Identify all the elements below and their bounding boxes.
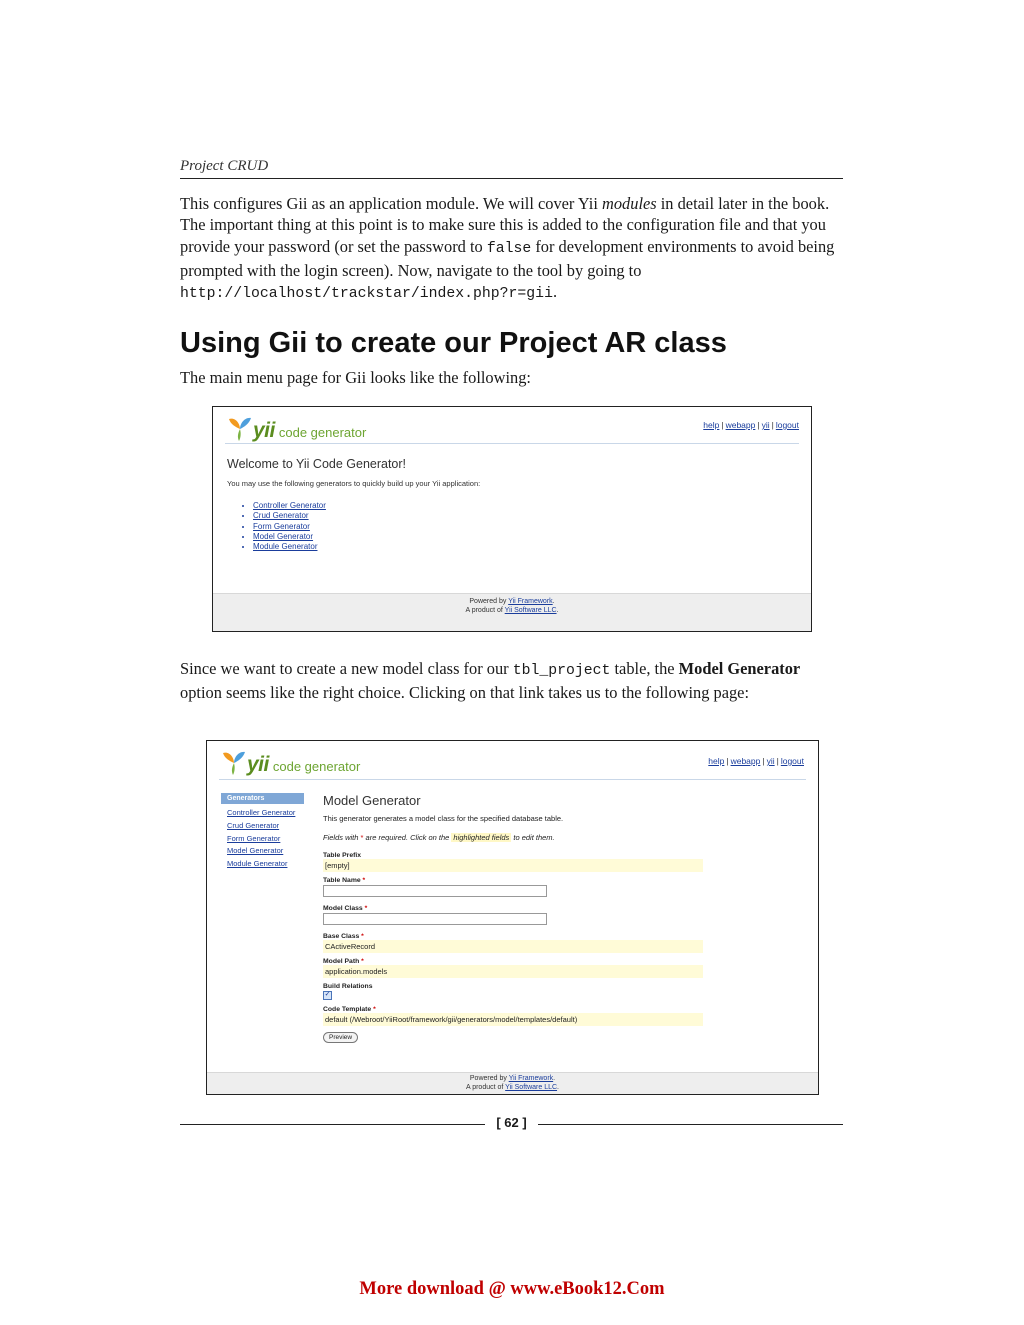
footer: Powered by Yii Framework. A product of Yii Software LLC.	[207, 1072, 818, 1094]
paragraph-intro	[180, 193, 840, 305]
link-logout[interactable]: logout	[775, 420, 799, 430]
field-table-prefix[interactable]: [empty]	[323, 859, 703, 872]
para3-text-b: table, the	[610, 659, 679, 678]
sidebar-item-controller-generator[interactable]: Controller Generator	[227, 808, 296, 817]
header-divider	[225, 443, 799, 444]
note-text-a: Fields with	[323, 833, 361, 842]
link-help[interactable]: help	[708, 756, 725, 766]
footer-yii-software-link[interactable]: Yii Software LLC	[505, 1084, 558, 1091]
generator-list	[239, 501, 326, 552]
link-crud-generator[interactable]: • Crud Generator	[253, 511, 326, 521]
sidebar-item-module-generator[interactable]: Module Generator	[227, 859, 288, 869]
running-head: Project CRUD	[180, 158, 269, 174]
logo-yii-text: yii	[247, 753, 269, 776]
link-module-generator[interactable]: • Module Generator	[253, 542, 326, 552]
page-number-footer	[180, 1115, 843, 1135]
footer-product: A product of	[465, 1084, 506, 1091]
label-base-class	[323, 933, 703, 940]
footer-yii-framework-link[interactable]: Yii Framework	[508, 1075, 554, 1082]
required-mark: *	[373, 1006, 376, 1013]
note-text-c: to edit them.	[511, 833, 555, 842]
page-number: [ 62 ]	[496, 1115, 527, 1130]
input-table-name[interactable]	[323, 885, 547, 897]
para1-text-b: in detail later in the book. The important thing at this point is to make sure this is added to the configuration file and that you provide your password (or set the password to	[180, 194, 830, 256]
top-links: help | webapp | yii | logout	[708, 756, 804, 766]
footer-powered: Powered by	[469, 598, 509, 605]
label-table-prefix: Table Prefix	[323, 852, 362, 859]
note-text-b: are required. Click on the	[363, 833, 452, 842]
link-webapp[interactable]: webapp	[730, 756, 761, 766]
screenshot-model-generator	[206, 740, 819, 1095]
footer: Powered by Yii Framework. A product of Yii Software LLC.	[213, 593, 811, 631]
para1-text-a: This configures Gii as an application module. We will cover Yii	[180, 194, 603, 213]
welcome-title: Welcome to Yii Code Generator!	[227, 457, 407, 471]
footer-powered: Powered by	[469, 1075, 509, 1082]
required-mark: *	[362, 877, 366, 884]
link-yii[interactable]: yii	[761, 420, 770, 430]
header-divider	[219, 779, 806, 780]
checkbox-build-relations[interactable]: ✓	[324, 991, 331, 998]
required-mark: *	[361, 933, 364, 940]
sidebar-item-form-generator[interactable]: Form Generator	[227, 833, 281, 843]
label-code-template-text: Code Template	[323, 1006, 372, 1013]
label-model-path	[323, 958, 703, 965]
para3-bold: Model Generator	[678, 659, 801, 678]
page-title: Model Generator	[323, 793, 421, 808]
sidebar-item-model-generator[interactable]: Model Generator	[227, 846, 284, 856]
label-model-path-text: Model Path	[323, 958, 360, 965]
para3-code: tbl_project	[512, 663, 611, 679]
link-form-generator[interactable]: • Form Generator	[253, 522, 326, 532]
label-table-name-text: Table Name	[323, 877, 361, 884]
paragraph-menu-intro: The main menu page for Gii looks like the following:	[180, 368, 531, 387]
top-links: help | webapp | yii | logout	[703, 420, 799, 430]
section-heading: Using Gii to create our Project AR class	[180, 327, 727, 359]
page-number-rule-right	[538, 1124, 843, 1125]
note-highlighted: highlighted fields	[453, 833, 510, 842]
link-webapp[interactable]: webapp	[725, 420, 756, 430]
yii-logo[interactable]	[221, 749, 360, 775]
sidebar-title: Generators	[221, 793, 304, 804]
para1-code-false: false	[486, 240, 532, 257]
para3-text-a: Since we want to create a new model class for our	[180, 659, 513, 678]
label-base-class-text: Base Class	[323, 933, 360, 940]
paragraph-model-generator	[180, 658, 840, 704]
input-model-class[interactable]	[323, 913, 547, 925]
para1-emphasis: modules	[602, 194, 657, 213]
preview-button[interactable]: Preview	[323, 1032, 358, 1043]
logo-code-generator-text: code generator	[272, 759, 361, 775]
footer-yii-framework-link[interactable]: Yii Framework	[508, 598, 553, 605]
logo-yii-text: yii	[253, 419, 275, 442]
link-model-generator[interactable]: • Model Generator	[253, 532, 326, 542]
note-required-mark: *	[360, 833, 364, 842]
label-table-name	[323, 877, 703, 884]
welcome-intro: You may use the following generators to quickly build up your Yii application:	[227, 479, 481, 488]
para1-text-c: for development environments to avoid being prompted with the login screen). Now, navigate to the tool by going to	[180, 236, 835, 280]
para1-text-d: .	[552, 282, 558, 302]
generators-sidebar	[221, 793, 304, 871]
label-code-template	[323, 1006, 703, 1013]
required-note	[323, 833, 703, 842]
sidebar-list	[221, 807, 304, 871]
link-help[interactable]: help	[703, 420, 720, 430]
field-code-template[interactable]: default (/Webroot/YiiRoot/framework/gii/generators/model/templates/default)	[323, 1013, 703, 1026]
header-rule	[180, 178, 843, 179]
para3-text-c: option seems like the right choice. Clicking on that link takes us to the following page:	[180, 683, 750, 703]
generator-description: This generator generates a model class for the specified database table.	[323, 814, 564, 823]
para1-code-url: http://localhost/trackstar/index.php?r=gii	[180, 286, 553, 303]
yii-butterfly-icon	[227, 415, 253, 441]
label-model-class	[323, 905, 703, 912]
yii-logo[interactable]	[227, 415, 366, 441]
screenshot-gii-menu	[212, 406, 812, 632]
sidebar-item-crud-generator[interactable]: Crud Generator	[227, 820, 280, 830]
footer-product: A product of	[465, 607, 505, 614]
label-build-relations: Build Relations	[323, 983, 373, 990]
yii-butterfly-icon	[221, 749, 247, 775]
required-mark: *	[364, 905, 368, 912]
required-mark: *	[361, 958, 364, 965]
label-model-class-text: Model Class	[323, 905, 363, 912]
field-model-path[interactable]: application.models	[323, 965, 703, 978]
link-yii[interactable]: yii	[766, 756, 775, 766]
model-generator-form	[323, 793, 703, 1043]
footer-yii-software-link[interactable]: Yii Software LLC	[504, 607, 557, 614]
field-base-class[interactable]: CActiveRecord	[323, 940, 703, 953]
link-controller-generator[interactable]: • Controller Generator	[253, 501, 326, 511]
link-logout[interactable]: logout	[780, 756, 804, 766]
logo-code-generator-text: code generator	[278, 425, 367, 441]
download-watermark: More download @ www.eBook12.Com	[359, 1279, 665, 1299]
